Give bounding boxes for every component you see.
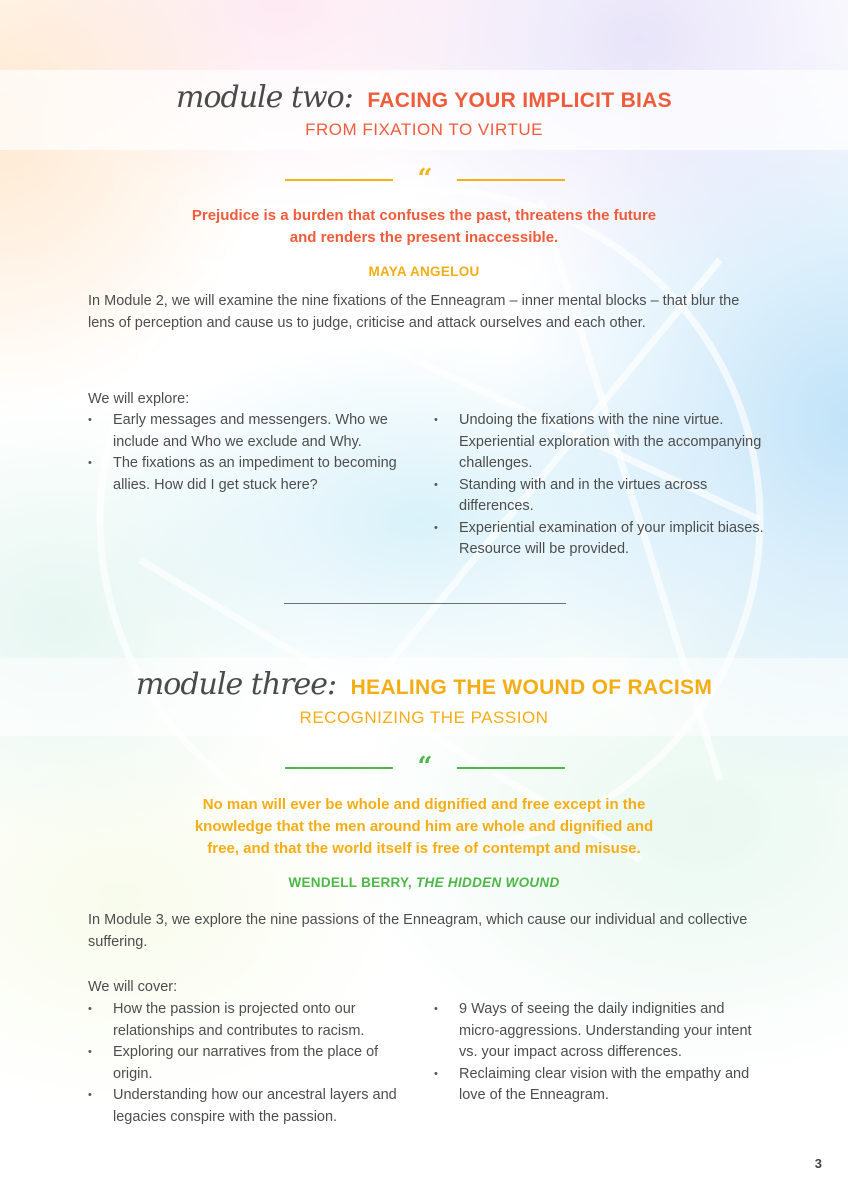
module-two-list-column-1 [88, 410, 406, 496]
list-item: • How the passion is projected onto our relationships and contributes to racism. [88, 999, 406, 1042]
module-three-intro: In Module 3, we explore the nine passions of the Enneagram, which cause our individual and collective suffering. [88, 912, 748, 950]
module-three-heading [0, 667, 848, 702]
module-three-attribution [0, 875, 848, 890]
module-two-list-intro: We will explore: [88, 391, 190, 407]
module-three-quote-divider [285, 752, 565, 782]
module-two-title: FACING YOUR IMPLICIT BIAS [367, 89, 672, 112]
list-item: • Exploring our narratives from the place of origin. [88, 1042, 406, 1085]
list-item: • Standing with and in the virtues across differences. [434, 475, 764, 518]
quote-line: knowledge that the men around him are whole and dignified and [194, 818, 654, 835]
divider-line-right [457, 179, 565, 181]
module-three-script-label: module three: [135, 667, 337, 702]
list-item: • Understanding how our ancestral layers and legacies conspire with the passion. [88, 1085, 406, 1128]
module-two-intro: In Module 2, we will examine the nine fixations of the Enneagram – inner mental blocks – that blur the lens of perception and cause us to judge, criticise and attack ourselves and each other. [88, 293, 740, 331]
attribution-work: THE HIDDEN WOUND [415, 875, 560, 890]
list-item: • Reclaiming clear vision with the empathy and love of the Enneagram. [434, 1064, 764, 1107]
quote-line: free, and that the world itself is free of contempt and misuse. [207, 840, 641, 857]
module-two-heading [0, 80, 848, 115]
quote-mark-icon: “ [417, 164, 433, 194]
module-two-subtitle: FROM FIXATION TO VIRTUE [305, 120, 543, 139]
list-item: • 9 Ways of seeing the daily indignities and micro-aggressions. Understanding your intent vs. your impact across differences. [434, 999, 764, 1064]
module-three-list-column-1 [88, 999, 406, 1128]
module-two-quote [110, 205, 738, 249]
list-item: • The fixations as an impediment to becoming allies. How did I get stuck here? [88, 453, 406, 496]
list-item: • Undoing the fixations with the nine virtue. Experiential exploration with the accompanying challenges. [434, 410, 764, 475]
module-three-title: HEALING THE WOUND OF RACISM [350, 676, 713, 699]
quote-line: No man will ever be whole and dignified and free except in the [202, 796, 646, 813]
module-two-list-column-2 [434, 410, 764, 561]
list-item: • Experiential examination of your implicit biases. Resource will be provided. [434, 518, 764, 561]
quote-line: Prejudice is a burden that confuses the past, threatens the future [191, 207, 657, 224]
module-three-subtitle: RECOGNIZING THE PASSION [299, 708, 549, 727]
module-two-quote-divider [285, 164, 565, 194]
module-three-list-intro: We will cover: [88, 979, 178, 995]
list-item: • Early messages and messengers. Who we include and Who we exclude and Why. [88, 410, 406, 453]
page-number: 3 [814, 1156, 822, 1171]
divider-line-right [457, 767, 565, 769]
quote-mark-icon: “ [417, 752, 433, 782]
module-three-list-column-2 [434, 999, 764, 1107]
quote-line: and renders the present inaccessible. [289, 229, 559, 246]
module-two-script-label: module two: [176, 80, 353, 115]
attribution-author: WENDELL BERRY, [288, 875, 412, 890]
module-three-quote [110, 794, 738, 860]
section-divider [284, 603, 566, 604]
module-two-attribution: MAYA ANGELOU [368, 264, 480, 279]
